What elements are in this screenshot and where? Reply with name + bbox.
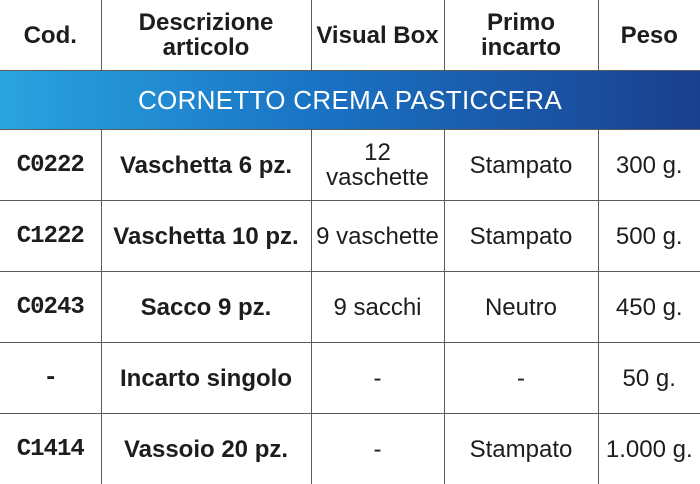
- cell-descrizione: Sacco 9 pz.: [101, 272, 311, 343]
- cell-primo-incarto: Stampato: [444, 414, 598, 484]
- header-visual-box: Visual Box: [311, 0, 444, 71]
- cell-cod: C0243: [0, 272, 101, 343]
- cell-visual-box: 12 vaschette: [311, 130, 444, 201]
- cell-visual-box: 9 vaschette: [311, 201, 444, 272]
- cell-primo-incarto: -: [444, 343, 598, 414]
- header-primo-incarto: Primo incarto: [444, 0, 598, 71]
- cell-peso: 300 g.: [598, 130, 700, 201]
- table-row: [0, 201, 700, 272]
- header-cod: Cod.: [0, 0, 101, 71]
- cell-descrizione: Incarto singolo: [101, 343, 311, 414]
- table-row: [0, 272, 700, 343]
- cell-visual-box: -: [311, 343, 444, 414]
- cell-visual-box: 9 sacchi: [311, 272, 444, 343]
- cell-descrizione: Vassoio 20 pz.: [101, 414, 311, 484]
- section-band: [0, 71, 700, 130]
- cell-cod: C0222: [0, 130, 101, 201]
- section-title: CORNETTO CREMA PASTICCERA: [0, 71, 700, 130]
- cell-descrizione: Vaschetta 6 pz.: [101, 130, 311, 201]
- table-row: [0, 414, 700, 484]
- cell-visual-box: -: [311, 414, 444, 484]
- cell-primo-incarto: Stampato: [444, 130, 598, 201]
- table-row: [0, 130, 700, 201]
- header-descrizione: Descrizione articolo: [101, 0, 311, 71]
- cell-peso: 1.000 g.: [598, 414, 700, 484]
- cell-cod: C1222: [0, 201, 101, 272]
- table-row: [0, 343, 700, 414]
- cell-cod: C1414: [0, 414, 101, 484]
- header-peso: Peso: [598, 0, 700, 71]
- cell-primo-incarto: Neutro: [444, 272, 598, 343]
- cell-peso: 500 g.: [598, 201, 700, 272]
- cell-descrizione: Vaschetta 10 pz.: [101, 201, 311, 272]
- cell-peso: 450 g.: [598, 272, 700, 343]
- cell-primo-incarto: Stampato: [444, 201, 598, 272]
- cell-cod: -: [0, 343, 101, 414]
- header-row: [0, 0, 700, 71]
- cell-peso: 50 g.: [598, 343, 700, 414]
